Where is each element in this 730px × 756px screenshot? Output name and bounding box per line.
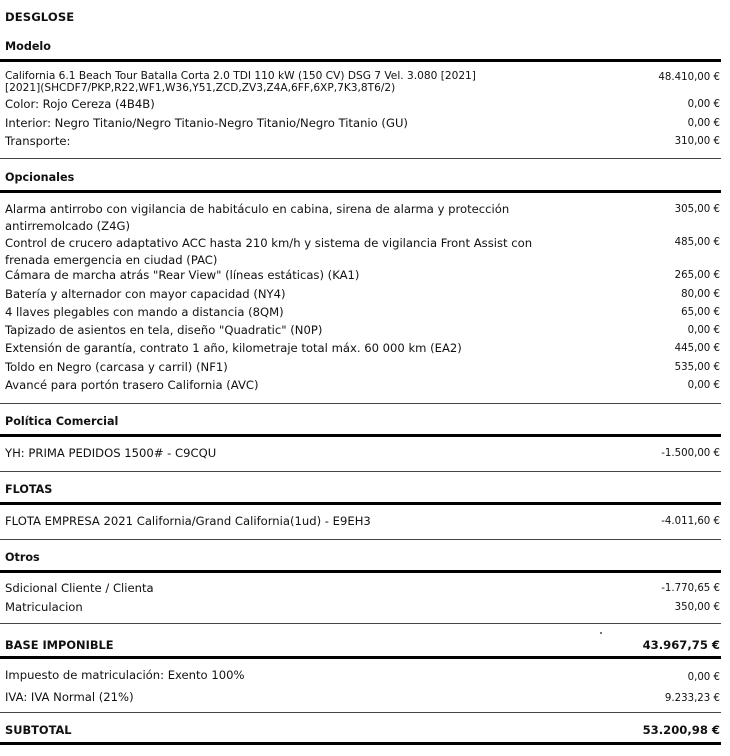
option-item: Tapizado de asientos en tela, diseño "Quadratic" (N0P) — [5, 323, 323, 337]
politica-item: YH: PRIMA PEDIDOS 1500# - C9CQU — [5, 446, 217, 460]
section-divider — [0, 742, 721, 745]
section-divider — [0, 59, 721, 62]
option-item: Extensión de garantía, contrato 1 año, kilometraje total máx. 60 000 km (EA2) — [5, 341, 462, 355]
option-item: Alarma antirrobo con vigilancia de habitáculo en cabina, sirena de alarma y protección antirremolcado (Z4G) — [5, 202, 510, 233]
section-end-line — [0, 712, 721, 713]
section-heading-otros: Otros — [5, 551, 40, 564]
option-price: 0,00 € — [687, 380, 720, 391]
impuesto-matriculacion-amount: 0,00 € — [687, 672, 720, 683]
section-heading-opcionales: Opcionales — [5, 171, 75, 184]
interior-label: Interior: Negro Titanio/Negro Titanio-Negro Titanio/Negro Titanio (GU) — [5, 116, 408, 130]
option-price: 80,00 € — [681, 289, 720, 300]
otros-item: Sdicional Cliente / Clienta — [5, 581, 154, 595]
option-price: 445,00 € — [674, 343, 720, 354]
section-divider — [0, 502, 721, 505]
color-price: 0,00 € — [687, 99, 720, 110]
flotas-item: FLOTA EMPRESA 2021 California/Grand California(1ud) - E9EH3 — [5, 514, 371, 528]
subtotal-label: SUBTOTAL — [5, 723, 72, 737]
option-price: 65,00 € — [681, 307, 720, 318]
section-end-line — [0, 158, 721, 159]
option-item: Batería y alternador con mayor capacidad (NY4) — [5, 287, 286, 301]
section-heading-modelo: Modelo — [5, 40, 51, 53]
impuesto-matriculacion-label: Impuesto de matriculación: Exento 100% — [5, 668, 245, 682]
model-price: 48.410,00 € — [658, 72, 720, 83]
transporte-price: 310,00 € — [674, 136, 720, 147]
iva-amount: 9.233,23 € — [664, 693, 720, 704]
section-divider — [0, 656, 721, 659]
option-item: Avancé para portón trasero California (AVC) — [5, 378, 259, 392]
option-item: Control de crucero adaptativo ACC hasta 210 km/h y sistema de vigilancia Front Assist con frenada emergencia en ciudad (PAC) — [5, 236, 533, 267]
option-price: 0,00 € — [687, 325, 720, 336]
iva-label: IVA: IVA Normal (21%) — [5, 690, 134, 704]
interior-price: 0,00 € — [687, 118, 720, 129]
otros-amount: -1.770,65 € — [661, 583, 720, 594]
option-price: 485,00 € — [674, 237, 720, 248]
section-end-line — [0, 403, 721, 404]
flotas-amount: -4.011,60 € — [661, 516, 720, 527]
otros-item: Matriculacion — [5, 600, 83, 614]
stray-dot — [600, 632, 602, 634]
option-item: Cámara de marcha atrás "Rear View" (líneas estáticas) (KA1) — [5, 268, 360, 282]
option-price: 305,00 € — [674, 204, 720, 215]
option-price: 265,00 € — [674, 270, 720, 281]
section-heading-flotas: FLOTAS — [5, 483, 53, 496]
section-heading-politica-comercial: Política Comercial — [5, 415, 119, 428]
politica-amount: -1.500,00 € — [661, 448, 720, 459]
section-divider — [0, 434, 721, 437]
section-divider — [0, 190, 721, 193]
section-end-line — [0, 471, 721, 472]
base-imponible-label: BASE IMPONIBLE — [5, 638, 114, 652]
transporte-label: Transporte: — [5, 134, 71, 148]
section-end-line — [0, 623, 721, 624]
option-item: Toldo en Negro (carcasa y carril) (NF1) — [5, 360, 228, 374]
model-description-line-2: [2021](SHCDF7/PKP,R22,WF1,W36,Y51,ZCD,ZV3,Z4A,6FF,6XP,7K3,8T6/2) — [5, 82, 396, 94]
option-price: 535,00 € — [674, 362, 720, 373]
otros-amount: 350,00 € — [674, 602, 720, 613]
color-label: Color: Rojo Cereza (4B4B) — [5, 97, 155, 111]
section-end-line — [0, 539, 721, 540]
base-imponible-amount: 43.967,75 € — [642, 638, 720, 652]
option-item: 4 llaves plegables con mando a distancia (8QM) — [5, 305, 284, 319]
document-title: DESGLOSE — [5, 10, 75, 24]
model-description-line-1: California 6.1 Beach Tour Batalla Corta 2.0 TDI 110 kW (150 CV) DSG 7 Vel. 3.080 [2021] — [5, 70, 476, 82]
subtotal-amount: 53.200,98 € — [642, 723, 720, 737]
section-divider — [0, 570, 721, 573]
